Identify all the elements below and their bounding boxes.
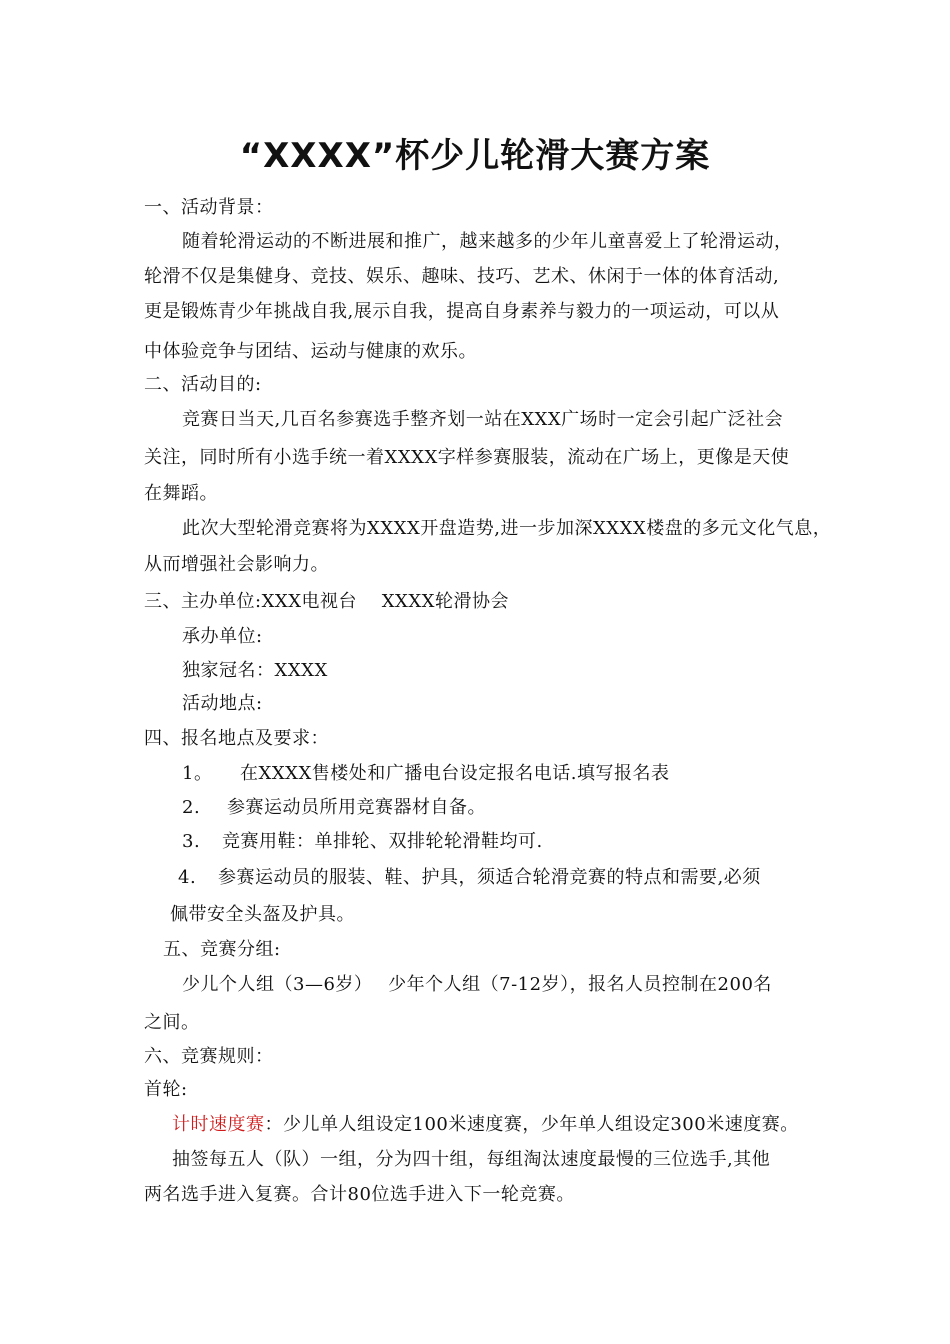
venue-line: 活动地点: [182, 693, 263, 714]
section-heading-purpose: 二、活动目的: [144, 374, 262, 395]
list-item-text: 竞赛用鞋：单排轮、双排轮轮滑鞋均可. [222, 831, 543, 852]
list-item-text: 参赛运动员的服装、鞋、护具，须适合轮滑竞赛的特点和需要,必须 [218, 867, 761, 888]
section-heading-groups: 五、竞赛分组: [163, 939, 281, 960]
paragraph-line: 更是锻炼青少年挑战自我,展示自我，提高自身素养与毅力的一项运动，可以从 [144, 301, 780, 322]
list-item-number: 4. [178, 867, 197, 888]
list-item [182, 830, 543, 854]
paragraph-line: 两名选手进入复赛。合计80位选手进入下一轮竞赛。 [144, 1184, 575, 1205]
list-item-continuation: 佩带安全头盔及护具。 [170, 904, 355, 925]
paragraph-line: 从而增强社会影响力。 [144, 554, 329, 575]
section-heading-background: 一、活动背景： [144, 197, 274, 218]
list-item-number: 2. [182, 797, 201, 818]
paragraph-line: 竞赛日当天,几百名参赛选手整齐划一站在XXX广场时一定会引起广泛社会 [182, 409, 784, 430]
section-heading-registration: 四、报名地点及要求： [144, 728, 329, 749]
sponsor-line: 独家冠名：XXXX [182, 660, 328, 681]
paragraph-line: 随着轮滑运动的不断进展和推广，越来越多的少年儿童喜爱上了轮滑运动， [182, 231, 793, 252]
paragraph-line: 在舞蹈。 [144, 483, 218, 504]
list-item [182, 796, 486, 820]
section-heading-rules: 六、竞赛规则： [144, 1046, 274, 1067]
speed-race-line [172, 1113, 799, 1137]
page-title: “XXXX”杯少儿轮滑大赛方案 [239, 136, 711, 176]
round-label: 首轮: [144, 1079, 188, 1100]
list-item-text: 在XXXX售楼处和广播电台设定报名电话.填写报名表 [240, 763, 670, 784]
list-item-text: 参赛运动员所用竞赛器材自备。 [227, 797, 486, 818]
paragraph-line: 少儿个人组（3—6岁） 少年个人组（7-12岁），报名人员控制在200名 [182, 974, 772, 995]
list-item [182, 762, 669, 786]
section-heading-organizer: 三、主办单位:XXX电视台 XXXX轮滑协会 [144, 591, 509, 612]
paragraph-line: 中体验竞争与团结、运动与健康的欢乐。 [144, 341, 477, 362]
speed-race-text: ：少儿单人组设定100米速度赛，少年单人组设定300米速度赛。 [264, 1114, 799, 1135]
paragraph-line: 之间。 [144, 1012, 200, 1033]
paragraph-line: 轮滑不仅是集健身、竞技、娱乐、趣味、技巧、艺术、休闲于一体的体育活动, [144, 266, 780, 287]
list-item [178, 866, 761, 890]
highlighted-term: 计时速度赛 [172, 1114, 265, 1135]
paragraph-line: 抽签每五人（队）一组，分为四十组，每组淘汰速度最慢的三位选手,其他 [172, 1149, 771, 1170]
undertaker-line: 承办单位: [182, 626, 263, 647]
paragraph-line: 此次大型轮滑竞赛将为XXXX开盘造势,进一步加深XXXX楼盘的多元文化气息， [182, 518, 832, 539]
list-item-number: 3. [182, 831, 201, 852]
list-item-number: 1。 [182, 763, 213, 784]
paragraph-line: 关注，同时所有小选手统一着XXXX字样参赛服装，流动在广场上，更像是天使 [144, 447, 790, 468]
